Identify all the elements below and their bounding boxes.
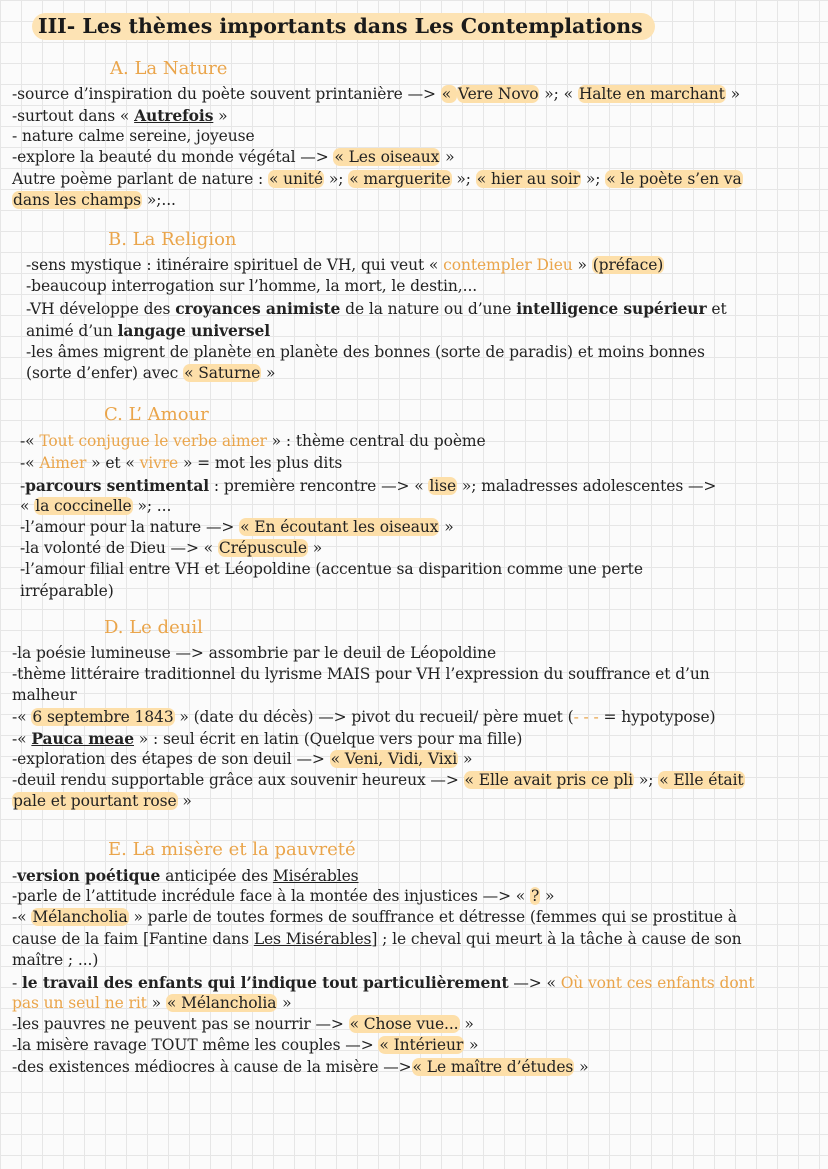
text-line: maître ; ...)	[12, 951, 99, 969]
text-line: Autre poème parlant de nature : « unité »; « marguerite »; « hier au soir »; « le poète s’en va	[12, 170, 742, 188]
section-heading-misere: E. La misère et la pauvreté	[108, 839, 356, 860]
text-line: -thème littéraire traditionnel du lyrisme MAIS pour VH l’expression du souffrance et d’un	[12, 665, 710, 683]
text-line: -parle de l’attitude incrédule face à la montée des injustices —> « ? »	[12, 887, 555, 905]
text-line: -surtout dans « Autrefois »	[12, 106, 228, 125]
text-line: - le travail des enfants qui l’indique tout particulièrement —> « Où vont ces enfants dont	[12, 973, 755, 992]
text-line: malheur	[12, 686, 77, 704]
text-line: -deuil rendu supportable grâce aux souvenir heureux —> « Elle avait pris ce pli »; « Elle était	[12, 771, 744, 789]
text-line: -les pauvres ne peuvent pas se nourrir —> « Chose vue... »	[12, 1015, 474, 1033]
page-title: III- Les thèmes importants dans Les Contemplations	[32, 13, 655, 40]
text-line: pas un seul ne rit » « Mélancholia »	[12, 994, 292, 1012]
text-line: -« Tout conjugue le verbe aimer » : thème central du poème	[20, 432, 486, 450]
text-line: -la misère ravage TOUT même les couples —> « Intérieur »	[12, 1036, 479, 1054]
text-line: -l’amour filial entre VH et Léopoldine (accentue sa disparition comme une perte	[20, 560, 643, 578]
text-line: irréparable)	[20, 582, 114, 600]
text-line: -l’amour pour la nature —> « En écoutant les oiseaux »	[20, 518, 454, 536]
text-line: -« Pauca meae » : seul écrit en latin (Quelque vers pour ma fille)	[12, 729, 523, 748]
text-line: -des existences médiocres à cause de la misère —>« Le maître d’études »	[12, 1058, 589, 1076]
text-line: -la poésie lumineuse —> assombrie par le deuil de Léopoldine	[12, 644, 497, 662]
text-line: -« Aimer » et « vivre » = mot les plus dits	[20, 454, 343, 472]
text-line: - nature calme sereine, joyeuse	[12, 127, 255, 145]
text-line: dans les champs »;...	[13, 191, 176, 209]
section-heading-nature: A. La Nature	[110, 58, 228, 79]
text-line: -exploration des étapes de son deuil —> « Veni, Vidi, Vixi »	[12, 750, 473, 768]
text-line: pale et pourtant rose »	[13, 792, 192, 810]
text-line: -parcours sentimental : première rencontre —> « lise »; maladresses adolescentes —>	[20, 476, 717, 495]
section-heading-religion: B. La Religion	[108, 229, 237, 250]
text-line: « la coccinelle »; ...	[20, 497, 172, 515]
text-line: cause de la faim [Fantine dans Les Misérables] ; le cheval qui meurt à la tâche à cause de son	[12, 930, 742, 948]
text-line: -explore la beauté du monde végétal —> « Les oiseaux »	[12, 148, 455, 166]
text-line: -sens mystique : itinéraire spirituel de VH, qui veut « contempler Dieu » (préface)	[26, 256, 664, 274]
text-line: -version poétique anticipée des Misérables	[12, 866, 359, 885]
section-heading-deuil: D. Le deuil	[104, 617, 203, 638]
section-heading-amour: C. L’ Amour	[104, 404, 209, 425]
text-line: -« 6 septembre 1843 » (date du décès) —> pivot du recueil/ père muet (- - - = hypotypose)	[12, 708, 716, 726]
text-line: -« Mélancholia » parle de toutes formes de souffrance et détresse (femmes qui se prostitue à	[12, 908, 737, 926]
text-line: -les âmes migrent de planète en planète des bonnes (sorte de paradis) et moins bonnes	[26, 343, 705, 361]
text-line: -VH développe des croyances animiste de la nature ou d’une intelligence supérieur et	[26, 299, 727, 318]
text-line: -source d’inspiration du poète souvent printanière —> « Vere Novo »; « Halte en marchant »	[12, 85, 740, 103]
text-line: animé d’un langage universel	[26, 321, 271, 340]
text-line: -beaucoup interrogation sur l’homme, la mort, le destin,...	[26, 277, 478, 295]
text-line: (sorte d’enfer) avec « Saturne »	[26, 364, 276, 382]
text-line: -la volonté de Dieu —> « Crépuscule »	[20, 539, 323, 557]
